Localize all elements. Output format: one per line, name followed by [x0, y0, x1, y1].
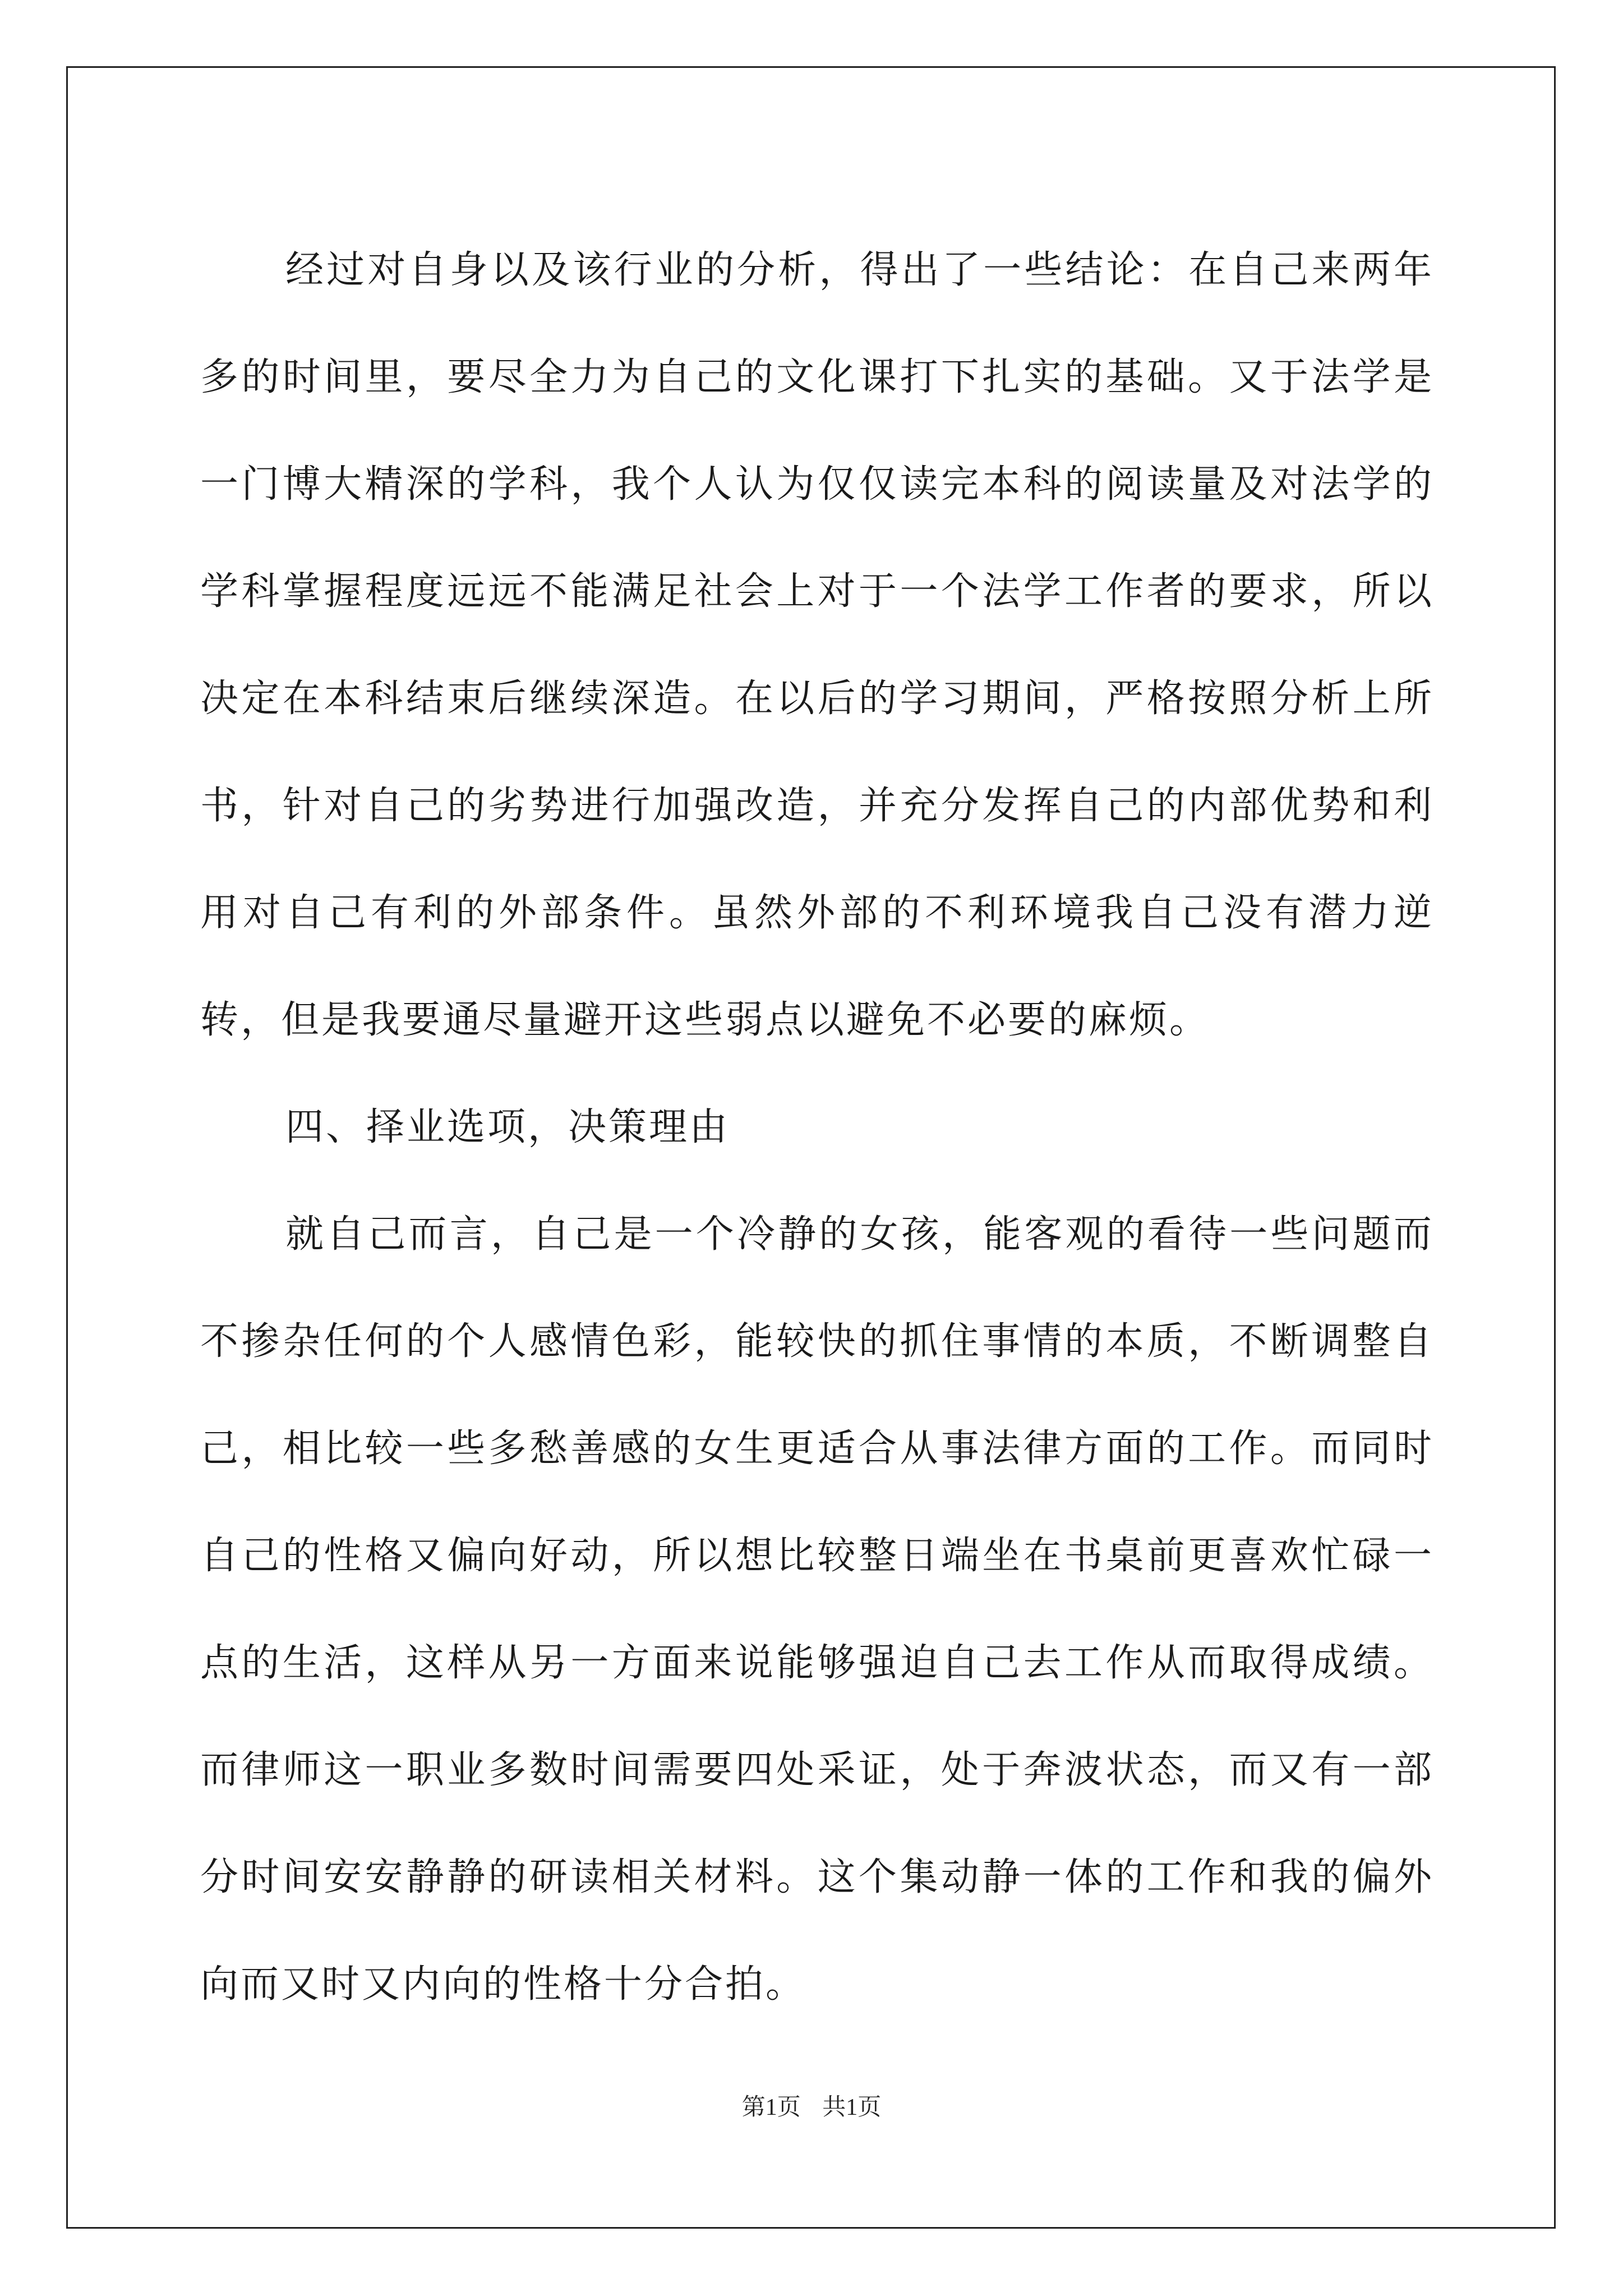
- page-number: 第1页: [741, 2095, 801, 2120]
- document-body: [200, 217, 1434, 2038]
- page-total: 共1页: [822, 2095, 882, 2120]
- page-footer: [0, 2093, 1623, 2122]
- section-heading-career-choice: 四、择业选项，决策理由: [285, 1105, 730, 1149]
- paragraph-self-analysis: 就自己而言，自己是一个冷静的女孩，能客观的看待一些问题而不掺杂任何的个人感情色彩，能较快的抓住事情的本质，不断调整自己，相比较一些多愁善感的女生更适合从事法律方面的工作。而同时自己的性格又偏向好动，所以想比较整日端坐在书桌前更喜欢忙碌一点的生活，这样从另一方面来说能够强迫自己去工作从而取得成绩。而律师这一职业多数时间需要四处采证，处于奔波状态，而又有一部分时间安安静静的研读相关材料。这个集动静一体的工作和我的偏外向而又时又内向的性格十分合拍。: [200, 1212, 1434, 2007]
- paragraph-conclusion: 经过对自身以及该行业的分析，得出了一些结论：在自己来两年多的时间里，要尽全力为自己的文化课打下扎实的基础。又于法学是一门博大精深的学科，我个人认为仅仅读完本科的阅读量及对法学的学科掌握程度远远不能满足社会上对于一个法学工作者的要求，所以决定在本科结束后继续深造。在以后的学习期间，严格按照分析上所书，针对自己的劣势进行加强改造，并充分发挥自己的内部优势和利用对自己有利的外部条件。虽然外部的不利环境我自己没有潜力逆转，但是我要通尽量避开这些弱点以避免不必要的麻烦。: [200, 248, 1434, 1042]
